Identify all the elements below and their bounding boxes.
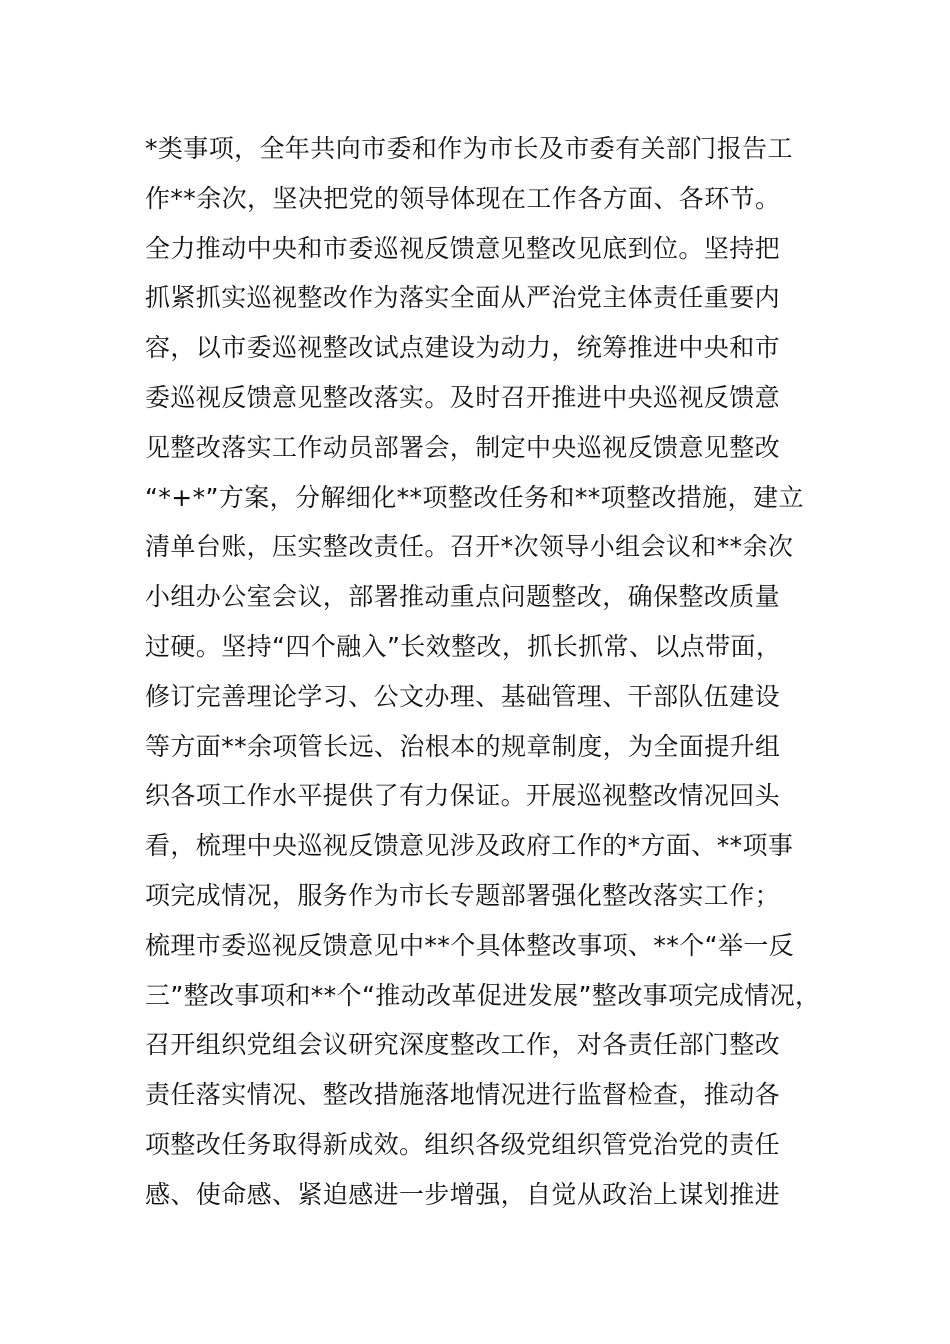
text-line-4: 抓紧抓实巡视整改作为落实全面从严治党主体责任重要内 [145,283,781,313]
body-text [145,124,845,1220]
text-line-20: 责任落实情况、整改措施落地情况进行监督检查，推动各 [145,1080,781,1110]
text-line-12: 修订完善理论学习、公文办理、基础管理、干部队伍建设 [145,681,781,711]
text-line-3: 全力推动中央和市委巡视反馈意见整改见底到位。坚持把 [145,233,781,263]
text-line-10: 小组办公室会议，部署推动重点问题整改，确保整改质量 [145,582,781,612]
text-line-1: *类事项，全年共向市委和作为市长及市委有关部门报告工 [145,134,793,163]
text-line-18: 三”整改事项和**个“推动改革促进发展”整改事项完成情况， [145,980,821,1010]
text-line-16: 项完成情况，服务作为市长专题部署强化整改落实工作； [145,880,781,910]
text-line-8: “*+*”方案，分解细化**项整改任务和**项整改措施，建立 [145,482,804,512]
text-line-22: 感、使命感、紧迫感进一步增强，自觉从政治上谋划推进 [145,1179,781,1209]
text-line-15: 看，梳理中央巡视反馈意见涉及政府工作的*方面、**项事 [145,831,794,861]
text-line-19: 召开组织党组会议研究深度整改工作，对各责任部门整改 [145,1030,781,1060]
text-line-2: 作**余次，坚决把党的领导体现在工作各方面、各环节。 [145,183,781,213]
text-line-17: 梳理市委巡视反馈意见中**个具体整改事项、**个“举一反 [145,930,795,960]
text-line-13: 等方面**余项管长远、治根本的规章制度，为全面提升组 [145,731,781,761]
text-line-11: 过硬。坚持“四个融入”长效整改，抓长抓常、以点带面， [145,631,782,661]
text-line-5: 容，以市委巡视整改试点建设为动力，统筹推进中央和市 [145,333,781,363]
text-line-14: 织各项工作水平提供了有力保证。开展巡视整改情况回头 [145,781,781,811]
text-line-9: 清单台账，压实整改责任。召开*次领导小组会议和**余次 [145,532,794,562]
text-line-7: 见整改落实工作动员部署会，制定中央巡视反馈意见整改 [145,432,781,462]
text-line-6: 委巡视反馈意见整改落实。及时召开推进中央巡视反馈意 [145,382,781,412]
text-line-21: 项整改任务取得新成效。组织各级党组织管党治党的责任 [145,1129,781,1159]
